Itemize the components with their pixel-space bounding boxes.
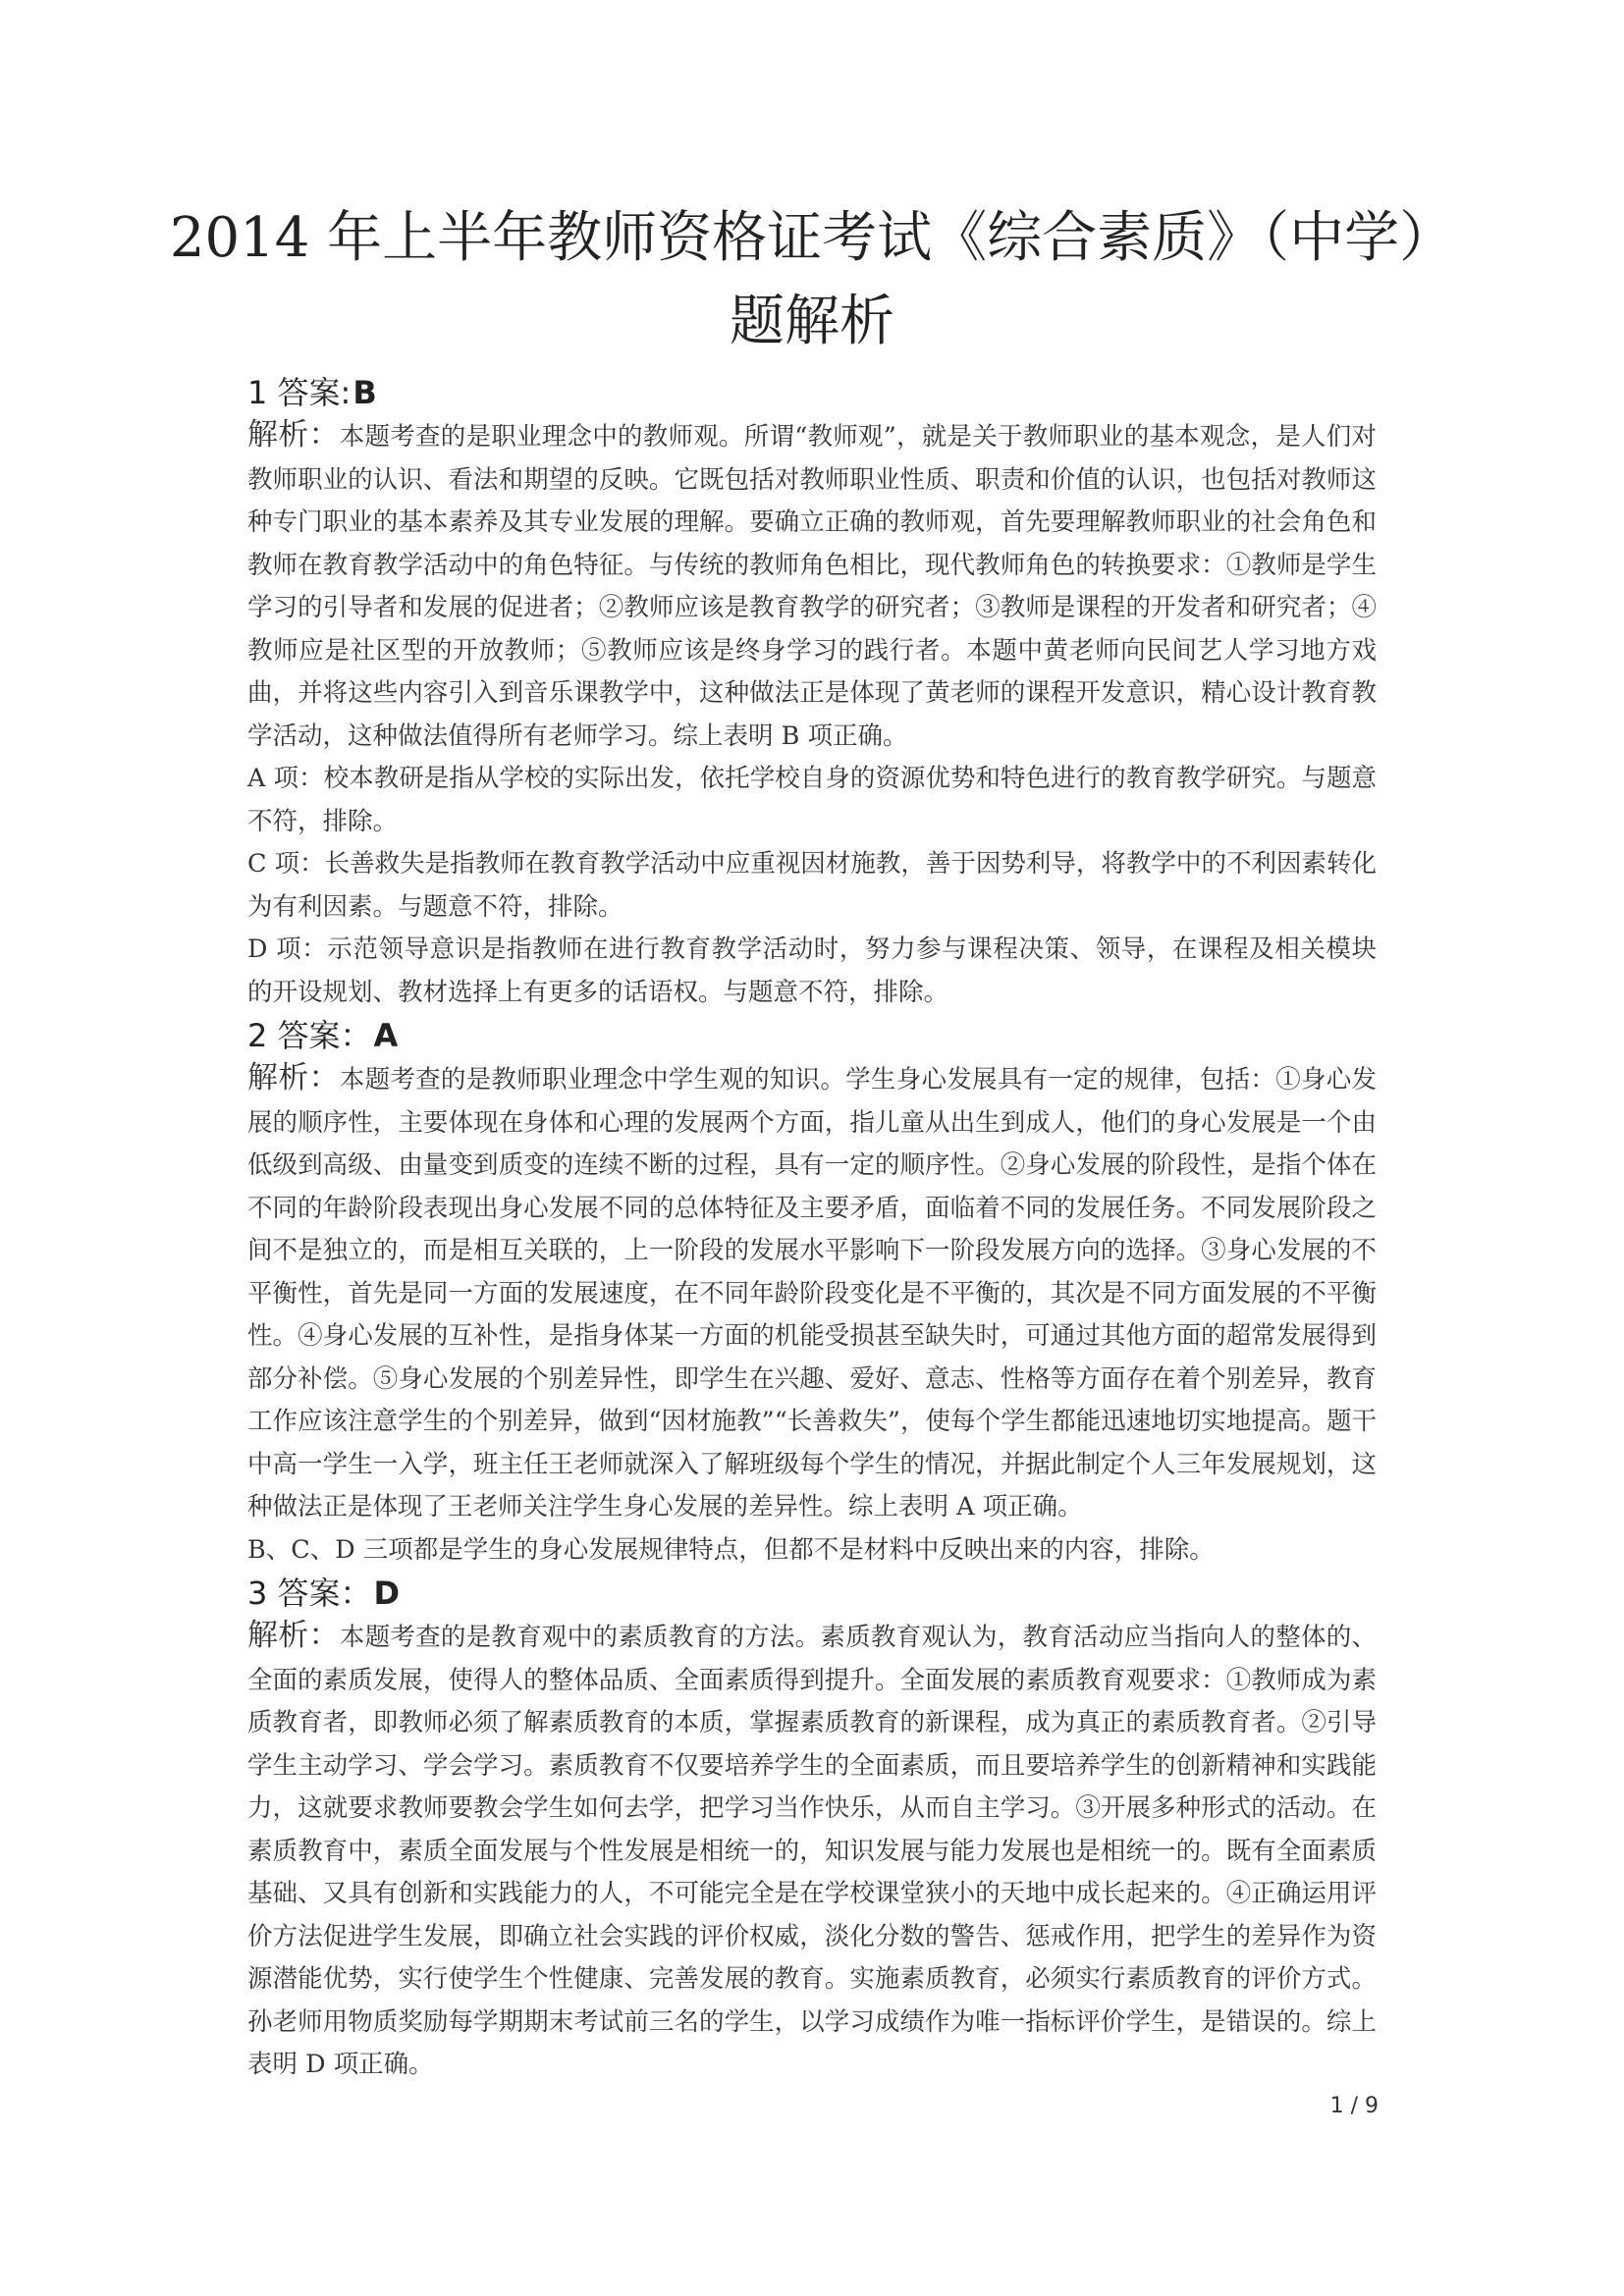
answer-heading xyxy=(247,1572,1377,1615)
document-title-line-2: 题解析 xyxy=(730,290,894,353)
document-title-line-1: 2014 年上半年教师资格证考试《综合素质》（中学） xyxy=(169,206,1455,270)
option-note: A 项：校本教研是指从学校的实际出发，依托学校自身的资源优势和特色进行的教育教学研究。与题意不符，排除。 xyxy=(247,764,1377,836)
answer-number: 1 答案: xyxy=(247,374,352,411)
answer-heading xyxy=(247,371,1377,414)
analysis-label: 解析： xyxy=(247,417,340,453)
answer-section-2 xyxy=(247,1014,1377,1572)
option-note: C 项：长善救失是指教师在教育教学活动中应重视因材施教，善于因势利导，将教学中的不利因素转化为有利因素。与题意不符，排除。 xyxy=(247,849,1377,922)
answer-letter: A xyxy=(373,1017,399,1054)
analysis-text: 本题考查的是职业理念中的教师观。所谓“教师观”，就是关于教师职业的基本观念，是人们对教师职业的认识、看法和期望的反映。它既包括对教师职业性质、职责和价值的认识，也包括对教师这种专门职业的基本素养及其专业发展的理解。要确立正确的教师观，首先要理解教师职业的社会角色和教师在教育教学活动中的角色特征。与传统的教师角色相比，现代教师角色的转换要求：①教师是学生学习的引导者和发展的促进者；②教师应该是教育教学的研究者；③教师是课程的开发者和研究者；④教师应是社区型的开放教师；⑤教师应该是终身学习的践行者。本题中黄老师向民间艺人学习地方戏曲，并将这些内容引入到音乐课教学中，这种做法正是体现了黄老师的课程开发意识，精心设计教育教学活动，这种做法值得所有老师学习。综上表明 B 项正确。 xyxy=(247,422,1378,751)
page-number: 1 / 9 xyxy=(1329,2094,1379,2118)
analysis-paragraph xyxy=(247,1057,1377,1529)
answer-letter: B xyxy=(352,374,377,411)
answer-section-3 xyxy=(247,1572,1377,2087)
option-note: B、C、D 三项都是学生的身心发展规律特点，但都不是材料中反映出来的内容，排除。 xyxy=(247,1534,1215,1565)
analysis-paragraph xyxy=(247,1615,1377,2087)
analysis-label: 解析： xyxy=(247,1060,340,1095)
answer-heading xyxy=(247,1014,1377,1057)
analysis-paragraph xyxy=(247,414,1377,758)
answer-number: 2 答案： xyxy=(247,1017,372,1054)
analysis-label: 解析： xyxy=(247,1618,340,1653)
analysis-text: 本题考查的是教师职业理念中学生观的知识。学生身心发展具有一定的规律，包括：①身心发展的顺序性，主要体现在身体和心理的发展两个方面，指儿童从出生到成人，他们的身心发展是一个由低级到高级、由量变到质变的连续不断的过程，具有一定的顺序性。②身心发展的阶段性，是指个体在不同的年龄阶段表现出身心发展不同的总体特征及主要矛盾，面临着不同的发展任务。不同发展阶段之间不是独立的，而是相互关联的，上一阶段的发展水平影响下一阶段发展方向的选择。③身心发展的不平衡性，首先是同一方面的发展速度，在不同年龄阶段变化是不平衡的，其次是不同方面发展的不平衡性。④身心发展的互补性，是指身体某一方面的机能受损甚至缺失时，可通过其他方面的超常发展得到部分补偿。⑤身心发展的个别差异性，即学生在兴趣、爱好、意志、性格等方面存在着个别差异，教育工作应该注意学生的个别差异，做到“因材施教”“长善救失”，使每个学生都能迅速地切实地提高。题干中高一学生一入学，班主任王老师就深入了解班级每个学生的情况，并据此制定个人三年发展规划，这种做法正是体现了王老师关注学生身心发展的差异性。综上表明 A 项正确。 xyxy=(247,1065,1377,1522)
answer-number: 3 答案： xyxy=(247,1575,372,1612)
answer-section-1 xyxy=(247,371,1377,1014)
option-note: D 项：示范领导意识是指教师在进行教育教学活动时，努力参与课程决策、领导，在课程及相关模块的开设规划、教材选择上有更多的话语权。与题意不符，排除。 xyxy=(247,934,1377,1007)
answer-letter: D xyxy=(373,1575,401,1612)
document-body xyxy=(247,371,1377,2087)
analysis-text: 本题考查的是教育观中的素质教育的方法。素质教育观认为，教育活动应当指向人的整体的、全面的素质发展，使得人的整体品质、全面素质得到提升。全面发展的素质教育观要求：①教师成为素质教育者，即教师必须了解素质教育的本质，掌握素质教育的新课程，成为真正的素质教育者。②引导学生主动学习、学会学习。素质教育不仅要培养学生的全面素质，而且要培养学生的创新精神和实践能力，这就要求教师要教会学生如何去学，把学习当作快乐，从而自主学习。③开展多种形式的活动。在素质教育中，素质全面发展与个性发展是相统一的，知识发展与能力发展也是相统一的。既有全面素质基础、又具有创新和实践能力的人，不可能完全是在学校课堂狭小的天地中成长起来的。④正确运用评价方法促进学生发展，即确立社会实践的评价权威，淡化分数的警告、惩戒作用，把学生的差异作为资源潜能优势，实行使学生个性健康、完善发展的教育。实施素质教育，必须实行素质教育的评价方式。孙老师用物质奖励每学期期末考试前三名的学生，以学习成绩作为唯一指标评价学生，是错误的。综上表明 D 项正确。 xyxy=(247,1623,1377,2079)
